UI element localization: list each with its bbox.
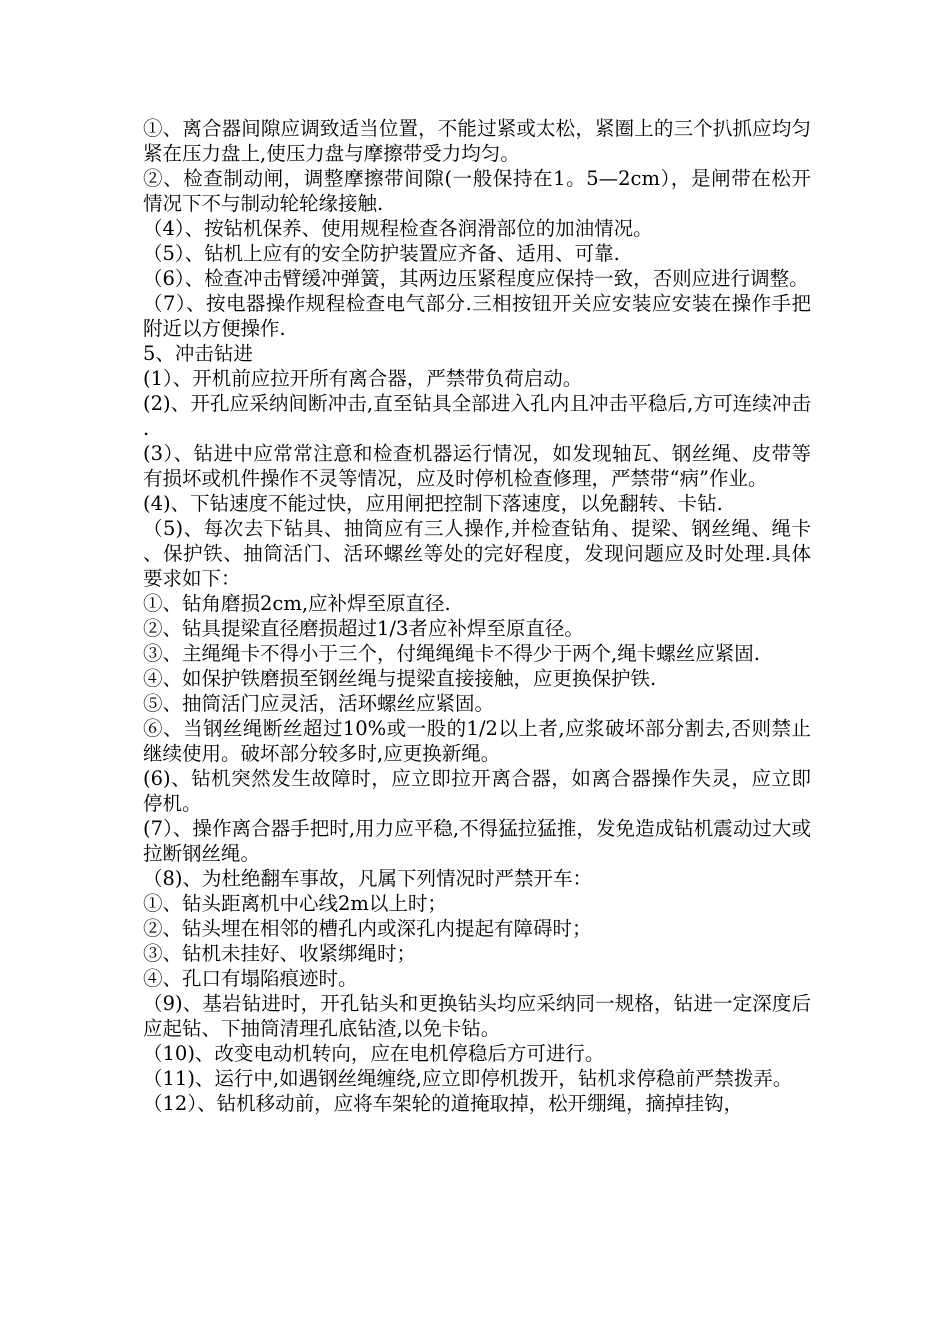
paragraph: ①、钻头距离机中心线2m以上时； — [143, 892, 447, 915]
paragraph: ⑥、当钢丝绳断丝超过10%或一股的1/2以上者,应浆破坏部分割去,否则禁止继续使用。破坏部分较多时,应更换新绳。 — [143, 717, 811, 765]
paragraph: （6）、检查冲击臂缓冲弹簧，其两边压紧程度应保持一致，否则应进行调整。 — [143, 267, 809, 290]
paragraph: （9)、基岩钻进时，开孔钻头和更换钻头均应采纳同一规格，钻进一定深度后应起钻、下抽筒清理孔底钻渣,以免卡钻。 — [143, 992, 811, 1040]
paragraph: (1）、开机前应拉开所有离合器，严禁带负荷启动。 — [143, 367, 583, 390]
paragraph: ④、如保护铁磨损至钢丝绳与提梁直接接触，应更换保护铁. — [143, 667, 657, 690]
paragraph: ⑤、抽筒活门应灵活，活环螺丝应紧固。 — [143, 692, 495, 715]
paragraph: （5)、每次去下钻具、抽筒应有三人操作,并检查钻角、提梁、钢丝绳、绳卡、保护铁、抽筒活门、活环螺丝等处的完好程度，发现问题应及时处理.具体要求如下： — [143, 517, 811, 590]
paragraph: （5）、钻机上应有的安全防护装置应齐备、适用、可靠. — [143, 242, 620, 265]
paragraph: （7）、按电器操作规程检查电气部分.三相按钮开关应安装应安装在操作手把附近以方便操作. — [143, 292, 811, 340]
section-heading: 5、冲击钻进 — [143, 342, 253, 365]
paragraph: （10)、改变电动机转向，应在电机停稳后方可进行。 — [143, 1042, 605, 1065]
paragraph: (3）、钻进中应常常注意和检查机器运行情况，如发现轴瓦、钢丝绳、皮带等有损坏或机件操作不灵等情况，应及时停机检查修理，严禁带“病”作业。 — [143, 442, 811, 490]
paragraph: ①、钻角磨损2cm,应补焊至原直径. — [143, 592, 451, 615]
document-body — [143, 116, 811, 1116]
paragraph: ②、钻具提梁直径磨损超过1/3者应补焊至原直径。 — [143, 617, 584, 640]
paragraph: ④、孔口有塌陷痕迹时。 — [143, 967, 358, 990]
paragraph: （12）、钻机移动前，应将车架轮的道掩取掉，松开绷绳，摘掉挂钩， — [143, 1092, 744, 1115]
paragraph: ②、钻头埋在相邻的槽孔内或深孔内提起有障碍时； — [143, 917, 592, 940]
paragraph: (2)、开孔应采纳间断冲击,直至钻具全部进入孔内且冲击平稳后,方可连续冲击. — [143, 392, 811, 440]
paragraph: ③、主绳绳卡不得小于三个，付绳绳绳卡不得少于两个,绳卡螺丝应紧固. — [143, 642, 760, 665]
paragraph: (6)、钻机突然发生故障时，应立即拉开离合器，如离合器操作失灵，应立即停机。 — [143, 767, 811, 815]
paragraph: ①、离合器间隙应调致适当位置，不能过紧或太松，紧圈上的三个扒抓应均匀紧在压力盘上,使压力盘与摩擦带受力均匀。 — [143, 117, 811, 165]
paragraph: （11)、运行中,如遇钢丝绳缠绕,应立即停机拨开，钻机求停稳前严禁拨弄。 — [143, 1067, 793, 1090]
paragraph: （4）、按钻机保养、使用规程检查各润滑部位的加油情况。 — [143, 217, 653, 240]
paragraph: (4)、下钻速度不能过快，应用闸把控制下落速度，以免翻转、卡钻. — [143, 492, 723, 515]
paragraph: ③、钻机未挂好、收紧绑绳时； — [143, 942, 417, 965]
paragraph: (7）、操作离合器手把时,用力应平稳,不得猛拉猛推，发免造成钻机震动过大或拉断钢丝绳。 — [143, 817, 811, 865]
paragraph: ②、检查制动闸，调整摩擦带间隙(一般保持在1。5—2cm），是闸带在松开情况下不与制动轮轮缘接触. — [143, 167, 811, 215]
paragraph: （8)、为杜绝翻车事故，凡属下列情况时严禁开车： — [143, 867, 593, 890]
